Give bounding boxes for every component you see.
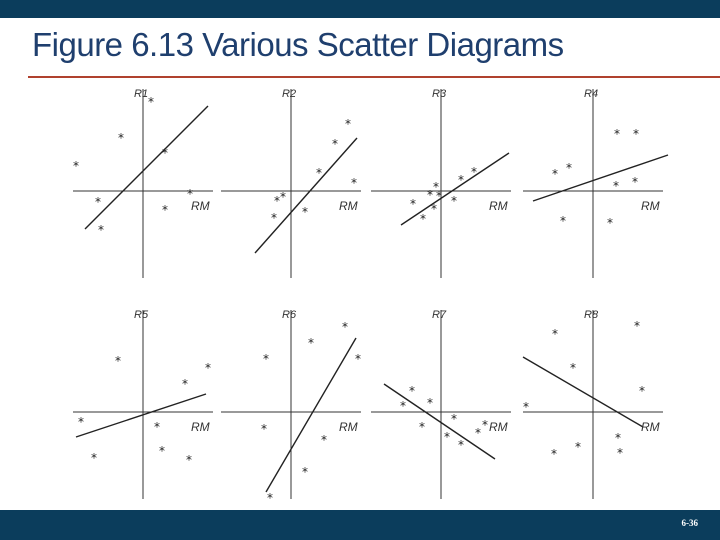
data-point: * — [607, 216, 613, 230]
data-point: * — [420, 212, 426, 226]
data-point: * — [154, 420, 160, 434]
data-point: * — [159, 444, 165, 458]
data-point: * — [342, 320, 348, 334]
data-point: * — [633, 127, 639, 141]
data-point: * — [427, 396, 433, 410]
data-point: * — [570, 361, 576, 375]
data-point: * — [613, 179, 619, 193]
data-point: * — [458, 438, 464, 452]
data-point: * — [73, 159, 79, 173]
scatter-diagram-5 — [73, 309, 213, 499]
data-point: * — [118, 131, 124, 145]
data-point: * — [316, 166, 322, 180]
data-point: * — [639, 384, 645, 398]
data-point: * — [95, 195, 101, 209]
x-axis-label: RM — [191, 199, 210, 213]
data-point: * — [419, 420, 425, 434]
data-point: * — [615, 431, 621, 445]
data-point: * — [409, 384, 415, 398]
y-axis-label: R6 — [282, 309, 297, 321]
regression-line — [76, 394, 206, 437]
x-axis-label: RM — [191, 420, 210, 434]
data-point: * — [280, 190, 286, 204]
data-point: * — [560, 214, 566, 228]
data-point: * — [162, 146, 168, 160]
y-axis-label: R7 — [432, 309, 447, 321]
regression-line — [523, 357, 643, 427]
y-axis-label: R5 — [134, 309, 149, 321]
regression-line — [401, 153, 509, 225]
scatter-diagram-4 — [523, 88, 668, 278]
data-point: * — [302, 205, 308, 219]
page-number: 6-36 — [681, 518, 698, 528]
data-point: * — [482, 418, 488, 432]
data-point: * — [332, 137, 338, 151]
slide-title: Figure 6.13 Various Scatter Diagrams — [32, 26, 564, 63]
data-point: * — [433, 180, 439, 194]
y-axis-label: R4 — [584, 88, 599, 100]
data-point: * — [271, 211, 277, 225]
data-point: * — [634, 319, 640, 333]
scatter-diagram-2 — [221, 88, 361, 278]
data-point: * — [410, 197, 416, 211]
x-axis-label: RM — [339, 420, 358, 434]
data-point: * — [148, 95, 154, 109]
y-axis-label: R1 — [134, 88, 149, 100]
data-point: * — [523, 400, 529, 414]
data-point: * — [458, 173, 464, 187]
data-point: * — [617, 446, 623, 460]
regression-line — [85, 106, 208, 229]
data-point: * — [427, 188, 433, 202]
data-point: * — [551, 447, 557, 461]
x-axis-label: RM — [641, 420, 660, 434]
data-point: * — [355, 352, 361, 366]
scatter-diagram-8 — [523, 309, 663, 499]
data-point: * — [566, 161, 572, 175]
data-point: * — [274, 194, 280, 208]
data-point: * — [345, 117, 351, 131]
data-point: * — [115, 354, 121, 368]
data-point: * — [552, 327, 558, 341]
data-point: * — [475, 426, 481, 440]
regression-line — [255, 138, 357, 253]
data-point: * — [451, 194, 457, 208]
regression-line — [384, 384, 495, 459]
data-point: * — [451, 412, 457, 426]
data-point: * — [400, 399, 406, 413]
data-point: * — [261, 422, 267, 436]
data-point: * — [186, 453, 192, 467]
data-point: * — [575, 440, 581, 454]
data-point: * — [98, 223, 104, 237]
data-point: * — [205, 361, 211, 375]
x-axis-label: RM — [489, 199, 508, 213]
y-axis-label: R3 — [432, 88, 447, 100]
data-point: * — [632, 175, 638, 189]
y-axis-label: R2 — [282, 88, 297, 100]
data-point: * — [162, 203, 168, 217]
data-point: * — [263, 352, 269, 366]
data-point: * — [614, 127, 620, 141]
data-point: * — [302, 465, 308, 479]
data-point: * — [552, 167, 558, 181]
data-point: * — [308, 336, 314, 350]
data-point: * — [78, 415, 84, 429]
bottom-bar — [0, 510, 720, 540]
data-point: * — [444, 430, 450, 444]
scatter-diagram-7 — [371, 309, 511, 499]
data-point: * — [436, 189, 442, 203]
data-point: * — [182, 377, 188, 391]
regression-line — [266, 338, 356, 492]
x-axis-label: RM — [489, 420, 508, 434]
data-point: * — [471, 165, 477, 179]
scatter-diagram-3 — [371, 88, 511, 278]
scatter-diagram-6 — [221, 309, 361, 505]
x-axis-label: RM — [339, 199, 358, 213]
x-axis-label: RM — [641, 199, 660, 213]
data-point: * — [267, 491, 273, 505]
data-point: * — [187, 187, 193, 201]
scatter-diagram-1 — [73, 88, 213, 278]
data-point: * — [351, 176, 357, 190]
data-point: * — [431, 202, 437, 216]
data-point: * — [321, 433, 327, 447]
data-point: * — [91, 451, 97, 465]
y-axis-label: R8 — [584, 309, 599, 321]
